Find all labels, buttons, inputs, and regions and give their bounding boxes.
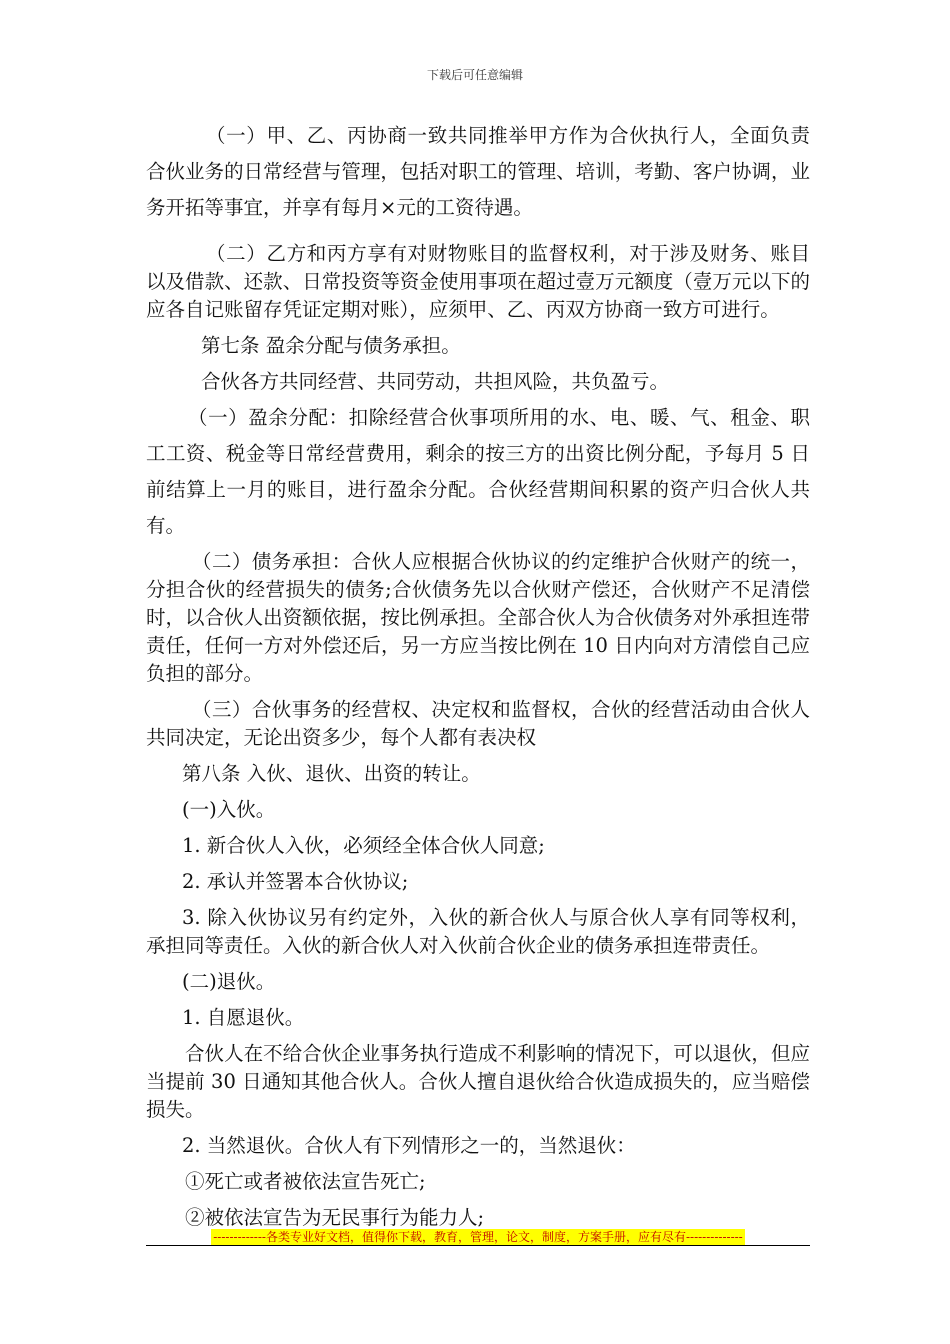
condition-item-1: ①死亡或者被依法宣告死亡; bbox=[185, 1170, 426, 1193]
withdraw-item-1: 1. 自愿退伙。 bbox=[182, 1006, 305, 1029]
paragraph-2: （二）乙方和丙方享有对财物账目的监督权利，对于涉及财务、账目以及借款、还款、日常投资等资金使用事项在超过壹万元额度（壹万元以下的应各自记账留存凭证定期对账），应须甲、乙、丙双方协商一致方可进行。 bbox=[146, 242, 810, 321]
footer-divider bbox=[146, 1245, 810, 1246]
section-withdraw-heading: (二)退伙。 bbox=[182, 970, 276, 993]
paragraph-6: （二）债务承担：合伙人应根据合伙协议的约定维护合伙财产的统一，分担合伙的经营损失的债务;合伙债务先以合伙财产偿还，合伙财产不足清偿时，以合伙人出资额依据，按比例承担。全部合伙人为合伙债务对外承担连带责任，任何一方对外偿还后，另一方应当按比例在 10 日内向对方清偿自己应负担的部分。 bbox=[146, 550, 810, 685]
footer-banner-text: -------------各类专业好文档，值得你下载，教育，管理，论文，制度，方案手册，应有尽有-------------- bbox=[213, 1230, 743, 1244]
page-header: 下载后可任意编辑 bbox=[426, 68, 523, 82]
join-item-1: 1. 新合伙人入伙，必须经全体合伙人同意; bbox=[182, 834, 545, 857]
paragraph-1: （一）甲、乙、丙协商一致共同推举甲方作为合伙执行人，全面负责合伙业务的日常经营与管理，包括对职工的管理、培训，考勤、客户协调，业务开拓等事宜，并享有每月×元的工资待遇。 bbox=[146, 124, 810, 219]
join-item-2: 2. 承认并签署本合伙协议; bbox=[182, 870, 409, 893]
paragraph-15: 合伙人在不给合伙企业事务执行造成不利影响的情况下，可以退伙，但应当提前 30 日通知其他合伙人。合伙人擅自退伙给合伙造成损失的，应当赔偿损失。 bbox=[146, 1042, 810, 1121]
paragraph-7: （三）合伙事务的经营权、决定权和监督权，合伙的经营活动由合伙人共同决定，无论出资多少，每个人都有表决权 bbox=[146, 698, 810, 749]
join-item-3: 3. 除入伙协议另有约定外，入伙的新合伙人与原合伙人享有同等权利，承担同等责任。入伙的新合伙人对入伙前合伙企业的债务承担连带责任。 bbox=[146, 906, 810, 957]
paragraph-5: （一）盈余分配：扣除经营合伙事项所用的水、电、暖、气、租金、职工工资、税金等日常经营费用，剩余的按三方的出资比例分配，予每月 5 日前结算上一月的账目，进行盈余分配。合伙经营期间积累的资产归合伙人共有。 bbox=[146, 406, 810, 537]
section-join-heading: (一)入伙。 bbox=[182, 798, 276, 821]
article-7-heading: 第七条 盈余分配与债务承担。 bbox=[201, 334, 461, 357]
withdraw-item-2: 2. 当然退伙。合伙人有下列情形之一的，当然退伙： bbox=[182, 1134, 636, 1157]
paragraph-4: 合伙各方共同经营、共同劳动，共担风险，共负盈亏。 bbox=[201, 370, 670, 393]
condition-item-2: ②被依法宣告为无民事行为能力人; bbox=[185, 1206, 485, 1229]
article-8-heading: 第八条 入伙、退伙、出资的转让。 bbox=[182, 762, 481, 785]
document-body bbox=[146, 118, 810, 1232]
page-footer bbox=[146, 1226, 810, 1245]
